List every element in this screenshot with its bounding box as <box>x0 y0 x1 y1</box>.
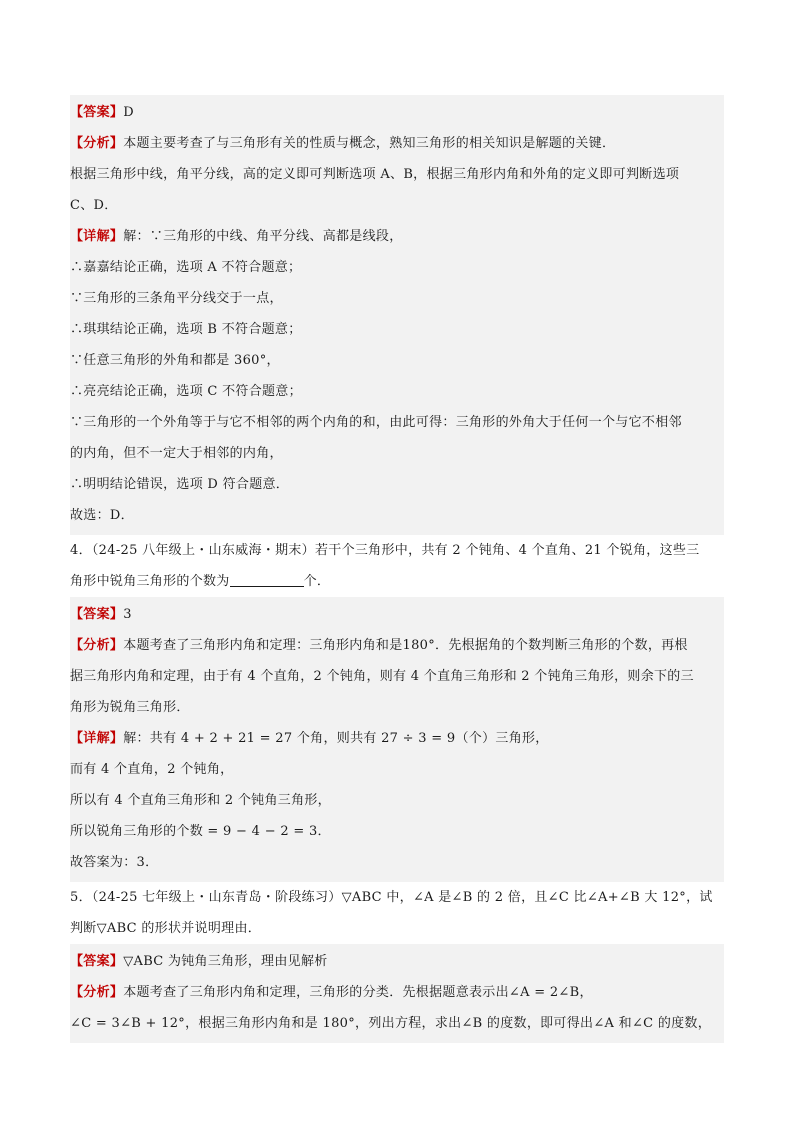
q5-analysis-line <box>70 977 724 1008</box>
q3-analysis-line <box>70 128 724 159</box>
q5-solution-block <box>70 944 724 1043</box>
q3-detail-line: ∵三角形的一个外角等于与它不相邻的两个内角的和，由此可得：三角形的外角大于任何一个与它不相邻 <box>70 415 682 430</box>
q4-detail-line: 故答案为：3． <box>70 855 159 870</box>
detail-text: 解：共有 4 + 2 + 21 = 27 个角，则共有 27 ÷ 3 = 9（个）三角形， <box>123 731 549 746</box>
q3-detail-line: ∴嘉嘉结论正确，选项 A 不符合题意； <box>70 260 302 275</box>
q3-detail-line: 故选：D． <box>70 508 134 523</box>
q4-detail-line <box>70 723 724 754</box>
detail-text: 解：∵三角形的中线、角平分线、高都是线段， <box>123 229 403 244</box>
analysis-tag: 【分析】 <box>70 136 124 151</box>
analysis-tag: 【分析】 <box>70 985 124 1000</box>
content-area <box>70 95 724 1043</box>
q3-detail-line: ∴明明结论错误，选项 D 符合题意． <box>70 477 290 492</box>
q3-analysis-line: C、D． <box>70 198 118 213</box>
q4-detail-line: 所以锐角三角形的个数 = 9 − 4 − 2 = 3． <box>70 824 331 839</box>
q3-analysis-line: 根据三角形中线，角平分线，高的定义即可判断选项 A、B，根据三角形内角和外角的定义即可判断选项 <box>70 167 680 182</box>
q4-analysis-line <box>70 630 724 661</box>
analysis-tag: 【分析】 <box>70 638 124 653</box>
question-text: 角形中锐角三角形的个数为 <box>70 574 230 589</box>
q4-detail-line: 而有 4 个直角，2 个钝角， <box>70 762 234 777</box>
answer-tag: 【答案】 <box>70 607 124 622</box>
q4-analysis-line: 据三角形内角和定理，由于有 4 个直角，2 个钝角，则有 4 个直角三角形和 2 个钝角三角形，则余下的三 <box>70 669 694 684</box>
q3-solution-block <box>70 95 724 535</box>
answer-value: ▽ABC 为钝角三角形，理由见解析 <box>123 954 328 969</box>
q4-question-line: 4．（24-25 八年级上・山东威海・期末）若干个三角形中，共有 2 个钝角、4 个直角、21 个锐角，这些三 <box>70 543 700 558</box>
answer-blank <box>230 570 304 587</box>
q4-answer-line <box>70 599 724 630</box>
detail-tag: 【详解】 <box>70 229 124 244</box>
q3-detail-line: 的内角，但不一定大于相邻的内角， <box>70 446 283 461</box>
q3-detail-line: ∴亮亮结论正确，选项 C 不符合题意； <box>70 384 302 399</box>
answer-tag: 【答案】 <box>70 105 124 120</box>
detail-tag: 【详解】 <box>70 731 124 746</box>
q4-solution-block <box>70 597 724 882</box>
q3-detail-line: ∴琪琪结论正确，选项 B 不符合题意； <box>70 322 302 337</box>
question-text: 个． <box>303 574 331 589</box>
q5-question-line: 判断▽ABC 的形状并说明理由． <box>70 921 262 936</box>
q3-detail-line <box>70 221 724 252</box>
answer-tag: 【答案】 <box>70 954 124 969</box>
q4-detail-line: 所以有 4 个直角三角形和 2 个钝角三角形， <box>70 793 331 808</box>
q5-analysis-line: ∠C = 3∠B + 12°，根据三角形内角和是 180°，列出方程，求出∠B 的度数，即可得出∠A 和∠C 的度数， <box>70 1016 712 1031</box>
q5-answer-line <box>70 946 724 977</box>
q3-answer-line <box>70 97 724 128</box>
q3-detail-line: ∵三角形的三条角平分线交于一点， <box>70 291 283 306</box>
q3-detail-line: ∵任意三角形的外角和都是 360°， <box>70 353 280 368</box>
analysis-text: 本题主要考查了与三角形有关的性质与概念，熟知三角形的相关知识是解题的关键． <box>123 136 616 151</box>
answer-value: D <box>123 105 134 120</box>
analysis-text: 本题考查了三角形内角和定理：三角形内角和是180°．先根据角的个数判断三角形的个数，再根 <box>123 638 688 653</box>
q5-question-line: 5．（24-25 七年级上・山东青岛・阶段练习）▽ABC 中，∠A 是∠B 的 2 倍，且∠C 比∠A+∠B 大 12°，试 <box>70 890 713 905</box>
answer-value: 3 <box>123 607 132 622</box>
q4-question-line <box>70 566 724 597</box>
q4-analysis-line: 角形为锐角三角形． <box>70 700 190 715</box>
analysis-text: 本题考查了三角形内角和定理，三角形的分类．先根据题意表示出∠A = 2∠B， <box>123 985 593 1000</box>
